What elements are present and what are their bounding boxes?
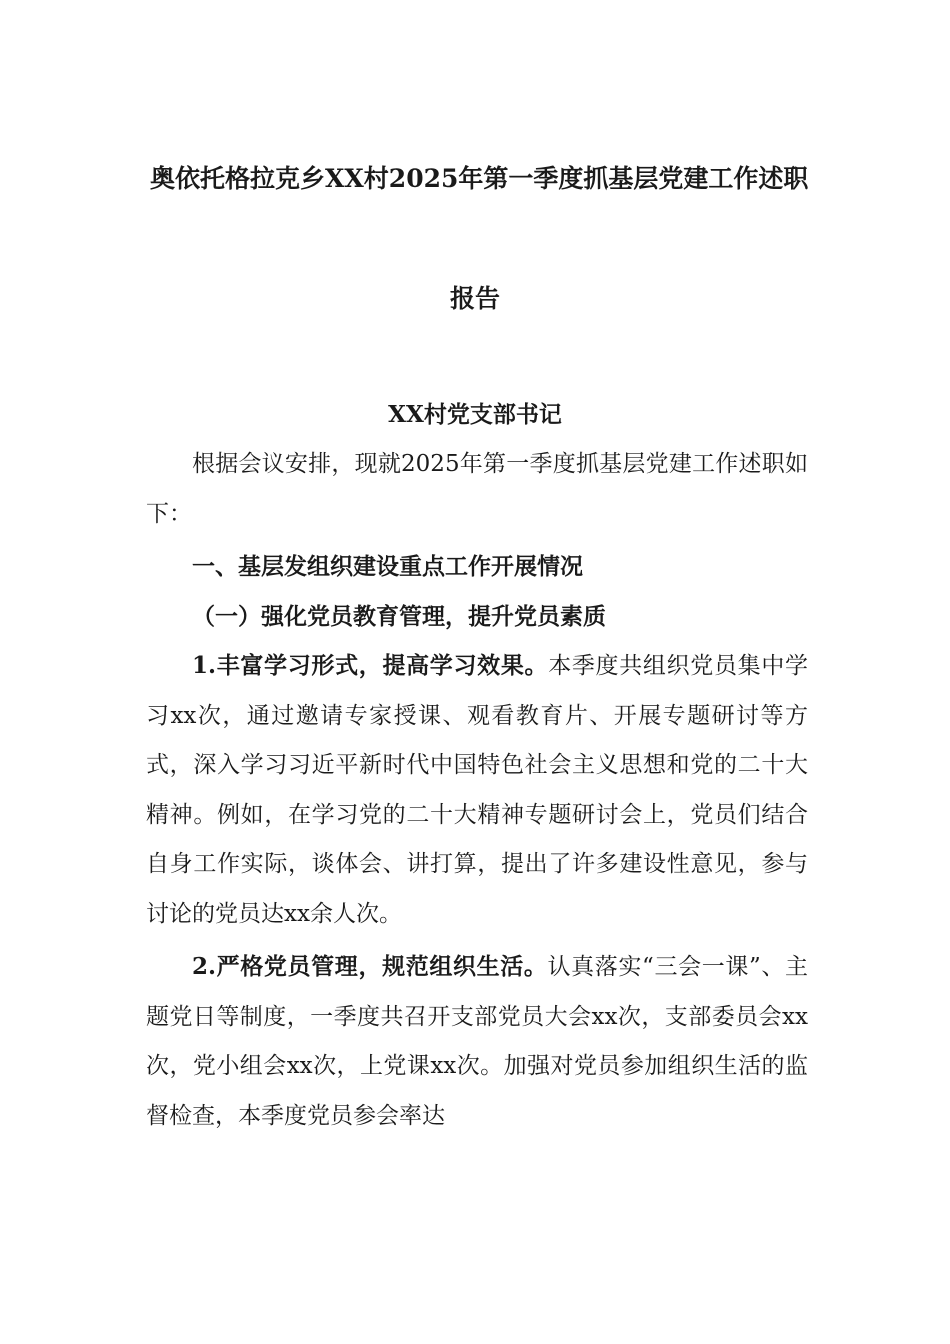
item-paragraph-1 [146,641,808,939]
intro-paragraph: 根据会议安排，现就2025年第一季度抓基层党建工作述职如下： [146,451,808,527]
item-paragraph-2 [146,942,808,1141]
item-2-lead: 2.严格党员管理，规范组织生活。 [192,953,548,980]
document-author: XX村党支部书记 [388,401,562,428]
document-title-line1: 奥依托格拉克乡XX村2025年第一季度抓基层党建工作述职 [150,164,809,193]
document-title-line2: 报告 [449,284,500,313]
item-1-lead: 1.丰富学习形式，提高学习效果。 [192,652,549,679]
document-body [146,440,808,1141]
item-2-body: 认真落实“三会一课”、主题党日等制度，一季度共召开支部党员大会xx次，支部委员会xx次，党小组会xx次，上党课xx次。加强对党员参加组织生活的监督检查，本季度党员参会率达 [146,954,808,1129]
item-1-body: 本季度共组织党员集中学习xx次，通过邀请专家授课、观看教育片、开展专题研讨等方式，深入学习习近平新时代中国特色社会主义思想和党的二十大精神。例如，在学习党的二十大精神专题研讨会上，党员们结合自身工作实际，谈体会、讲打算，提出了许多建设性意见，参与讨论的党员达xx余人次。 [146,653,808,927]
section-heading: 一、基层发组织建设重点工作开展情况 [192,553,583,580]
subsection-heading: （一）强化党员教育管理，提升党员素质 [192,602,606,630]
